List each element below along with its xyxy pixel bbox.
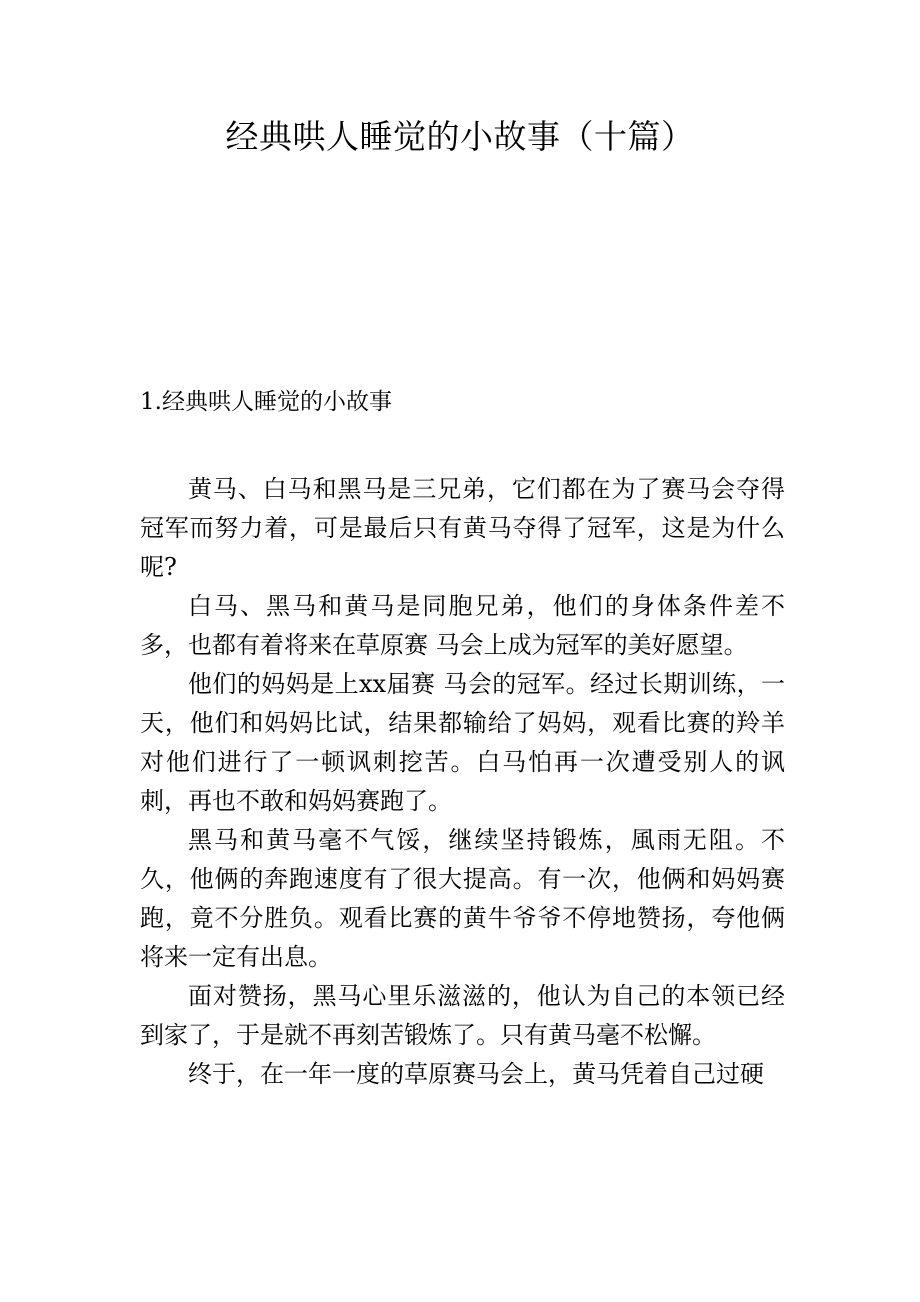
- paragraph: 面对赞扬，黑马心里乐滋滋的，他认为自己的本领已经到家了，于是就不再刻苦锻炼了。只有黄马毫不松懈。: [140, 982, 785, 1049]
- paragraph: 黑马和黄马毫不气馁，继续坚持锻炼，風雨无阻。不久，他俩的奔跑速度有了很大提高。有一次，他俩和妈妈赛跑，竟不分胜负。观看比赛的黄牛爷爷不停地赞扬，夸他俩将来一定有出息。: [140, 826, 785, 971]
- paragraph: 终于，在一年一度的草原赛马会上，黄马凭着自己过硬: [188, 1060, 764, 1088]
- document-title: 经典哄人睡觉的小故事（十篇）: [225, 117, 695, 156]
- paragraph: 他们的妈妈是上xx届赛 马会的冠军。经过长期训练，一天，他们和妈妈比试，结果都输给了妈妈，观看比赛的羚羊对他们进行了一顿讽刺挖苦。白马怕再一次遭受别人的讽刺，再也不敢和妈妈赛跑了。: [140, 670, 785, 815]
- section-heading: 1.经典哄人睡觉的小故事: [140, 389, 392, 415]
- story-body: [140, 470, 785, 1094]
- paragraph: 白马、黑马和黄马是同胞兄弟，他们的身体条件差不多，也都有着将来在草原赛 马会上成为冠军的美好愿望。: [140, 592, 785, 659]
- paragraph: 黄马、白马和黑马是三兄弟，它们都在为了赛马会夺得冠军而努力着，可是最后只有黄马夺得了冠军，这是为什么呢?: [140, 475, 785, 581]
